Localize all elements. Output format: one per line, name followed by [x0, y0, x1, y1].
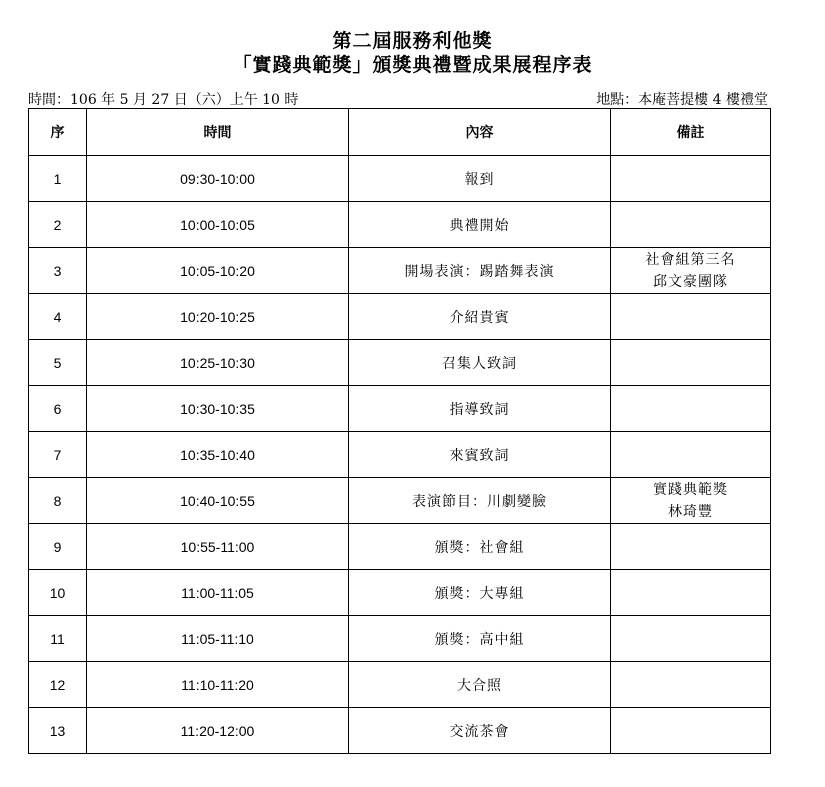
row-content: 表演節目：川劇變臉: [349, 478, 611, 524]
row-content: 交流茶會: [349, 708, 611, 754]
row-time: 11:00-11:05: [87, 570, 349, 616]
row-content: 來賓致詞: [349, 432, 611, 478]
program-table: [28, 108, 771, 754]
row-note: [611, 294, 771, 340]
row-note: [611, 248, 771, 294]
row-number: 10: [29, 570, 87, 616]
row-content: 頒獎：大專組: [349, 570, 611, 616]
row-number: 13: [29, 708, 87, 754]
row-content: 報到: [349, 156, 611, 202]
row-number: 9: [29, 524, 87, 570]
column-header-content: 內容: [349, 109, 611, 156]
row-note-line1: 社會組第三名: [645, 251, 736, 268]
row-note: [611, 478, 771, 524]
row-number: 12: [29, 662, 87, 708]
column-header-note: 備註: [611, 109, 771, 156]
row-note: [611, 202, 771, 248]
row-content: 召集人致詞: [349, 340, 611, 386]
row-note: [611, 524, 771, 570]
row-content: 典禮開始: [349, 202, 611, 248]
table-row: [29, 708, 771, 754]
table-row: [29, 386, 771, 432]
table-row: [29, 156, 771, 202]
row-number: 8: [29, 478, 87, 524]
table-row: [29, 524, 771, 570]
column-header-no: 序: [29, 109, 87, 156]
column-header-time: 時間: [87, 109, 349, 156]
row-note: [611, 156, 771, 202]
row-time: 11:05-11:10: [87, 616, 349, 662]
row-number: 1: [29, 156, 87, 202]
table-row: [29, 340, 771, 386]
row-number: 7: [29, 432, 87, 478]
row-note-line2: 邱文豪團隊: [653, 273, 728, 290]
row-note: [611, 432, 771, 478]
row-content: 開場表演：踢踏舞表演: [349, 248, 611, 294]
row-note: [611, 616, 771, 662]
row-note: [611, 570, 771, 616]
row-time: 11:10-11:20: [87, 662, 349, 708]
row-number: 2: [29, 202, 87, 248]
row-number: 3: [29, 248, 87, 294]
row-note-line2: 林琦豐: [668, 503, 713, 520]
table-row: [29, 294, 771, 340]
row-time: 10:55-11:00: [87, 524, 349, 570]
row-time: 10:40-10:55: [87, 478, 349, 524]
row-number: 6: [29, 386, 87, 432]
row-time: 11:20-12:00: [87, 708, 349, 754]
row-note: [611, 386, 771, 432]
row-number: 5: [29, 340, 87, 386]
row-time: 10:30-10:35: [87, 386, 349, 432]
table-row: [29, 616, 771, 662]
table-row: [29, 662, 771, 708]
row-time: 09:30-10:00: [87, 156, 349, 202]
row-note: [611, 662, 771, 708]
document-title-line2: 「實踐典範獎」頒獎典禮暨成果展程序表: [232, 54, 593, 76]
event-place: 地點：本庵菩提樓 4 樓禮堂: [596, 92, 768, 108]
table-row: [29, 202, 771, 248]
row-note: [611, 340, 771, 386]
row-time: 10:25-10:30: [87, 340, 349, 386]
event-meta: [28, 89, 768, 107]
table-row: [29, 248, 771, 294]
row-number: 4: [29, 294, 87, 340]
row-note: [611, 708, 771, 754]
row-content: 介紹貴賓: [349, 294, 611, 340]
table-body: [29, 156, 771, 754]
row-content: 頒獎：高中組: [349, 616, 611, 662]
row-note-line1: 實踐典範獎: [653, 481, 728, 498]
row-content: 指導致詞: [349, 386, 611, 432]
table-row: [29, 570, 771, 616]
table-row: [29, 478, 771, 524]
row-content: 頒獎：社會組: [349, 524, 611, 570]
row-time: 10:20-10:25: [87, 294, 349, 340]
row-content: 大合照: [349, 662, 611, 708]
row-time: 10:05-10:20: [87, 248, 349, 294]
row-time: 10:00-10:05: [87, 202, 349, 248]
event-time: 時間：106 年 5 月 27 日（六）上午 10 時: [28, 92, 299, 108]
table-row: [29, 432, 771, 478]
table-header-row: [29, 109, 771, 156]
document-title-line1: 第二屆服務利他獎: [332, 30, 493, 52]
row-number: 11: [29, 616, 87, 662]
row-time: 10:35-10:40: [87, 432, 349, 478]
